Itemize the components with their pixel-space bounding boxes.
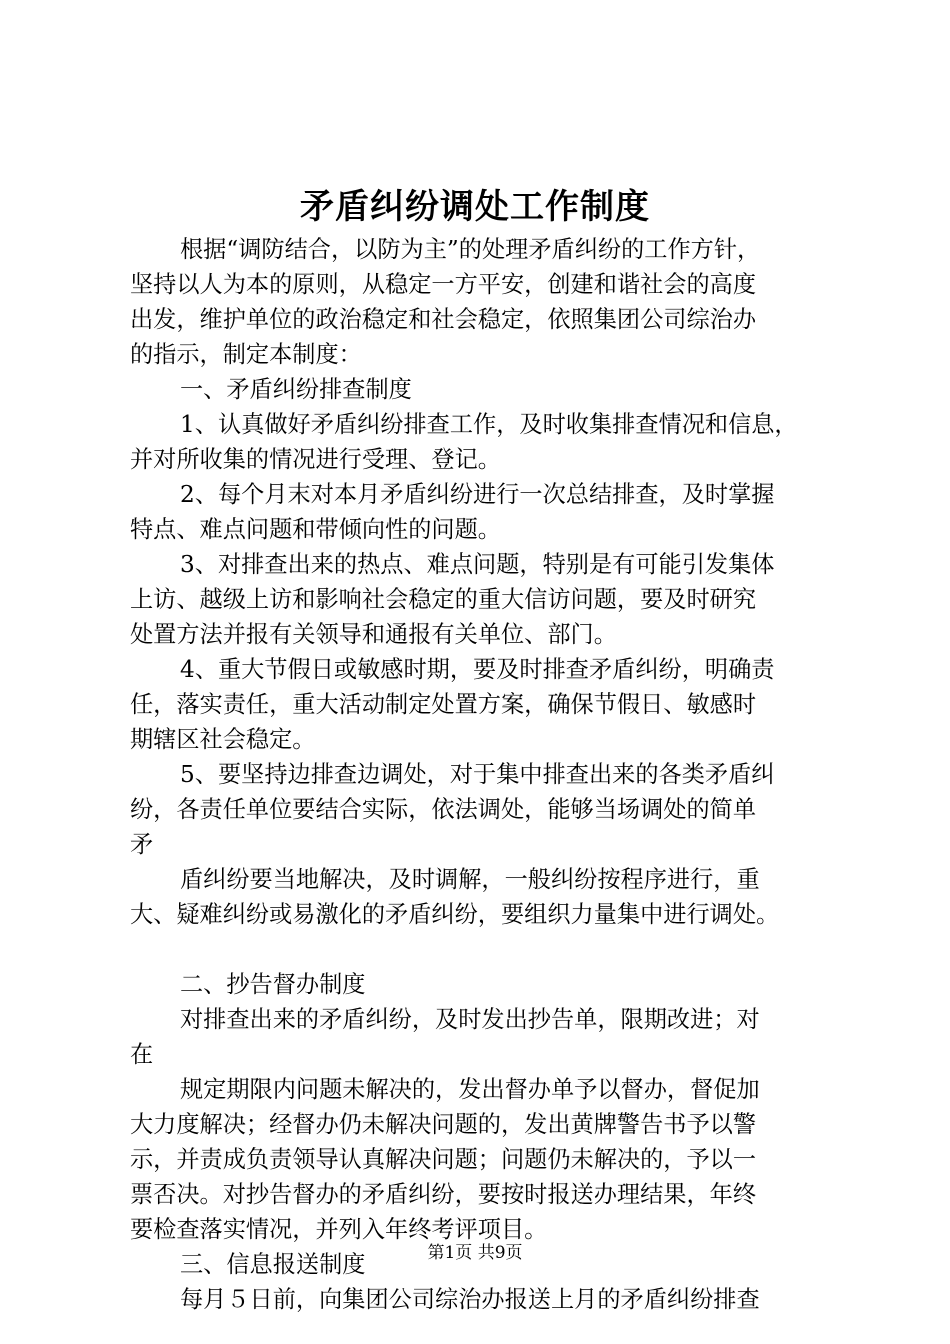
paragraph-line: 期辖区社会稳定。 — [130, 726, 316, 753]
section-heading: 一、矛盾纠纷排查制度 — [180, 376, 412, 403]
paragraph-line: 在 — [130, 1041, 154, 1068]
paragraph-line: 对排查出来的矛盾纠纷，及时发出抄告单，限期改进；对 — [180, 1006, 760, 1033]
paragraph-line: 并对所收集的情况进行受理、登记。 — [130, 446, 501, 473]
document-title: 矛盾纠纷调处工作制度 — [300, 187, 650, 227]
paragraph-line: 大、疑难纠纷或易激化的矛盾纠纷，要组织力量集中进行调处。 — [130, 901, 780, 928]
paragraph-line: 盾纠纷要当地解决，及时调解，一般纠纷按程序进行，重 — [180, 866, 760, 893]
document-body — [130, 232, 840, 1317]
page-number: 第1页 共9页 — [427, 1243, 523, 1263]
paragraph-line: 矛 — [130, 831, 154, 858]
paragraph-line: 每月５日前，向集团公司综治办报送上月的矛盾纠纷排查 — [180, 1286, 760, 1313]
section-heading: 二、抄告督办制度 — [180, 971, 366, 998]
paragraph-line: 票否决。对抄告督办的矛盾纠纷，要按时报送办理结果，年终 — [130, 1181, 757, 1208]
paragraph-line: 的指示，制定本制度： — [130, 341, 362, 368]
paragraph-line: 4、重大节假日或敏感时期，要及时排查矛盾纠纷，明确责 — [180, 656, 775, 683]
blank-line — [130, 932, 840, 967]
paragraph-line: 5、要坚持边排查边调处，对于集中排查出来的各类矛盾纠 — [180, 761, 775, 788]
paragraph-line: 要检查落实情况，并列入年终考评项目。 — [130, 1216, 548, 1243]
section-heading: 三、信息报送制度 — [180, 1251, 366, 1278]
paragraph-line: 坚持以人为本的原则，从稳定一方平安，创建和谐社会的高度 — [130, 271, 757, 298]
paragraph-line: 规定期限内问题未解决的，发出督办单予以督办，督促加 — [180, 1076, 760, 1103]
paragraph-line: 根据“调防结合，以防为主”的处理矛盾纠纷的工作方针， — [180, 236, 761, 263]
paragraph-line: 特点、难点问题和带倾向性的问题。 — [130, 516, 501, 543]
paragraph-line: 3、对排查出来的热点、难点问题，特别是有可能引发集体 — [180, 551, 775, 578]
paragraph-line: 任，落实责任，重大活动制定处置方案，确保节假日、敏感时 — [130, 691, 757, 718]
paragraph-line: 出发，维护单位的政治稳定和社会稳定，依照集团公司综治办 — [130, 306, 757, 333]
paragraph-line: 纷，各责任单位要结合实际，依法调处，能够当场调处的简单 — [130, 796, 757, 823]
paragraph-line: 处置方法并报有关领导和通报有关单位、部门。 — [130, 621, 617, 648]
paragraph-line: 大力度解决；经督办仍未解决问题的，发出黄牌警告书予以警 — [130, 1111, 757, 1138]
paragraph-line: 上访、越级上访和影响社会稳定的重大信访问题，要及时研究 — [130, 586, 757, 613]
paragraph-line: 2、每个月末对本月矛盾纠纷进行一次总结排查，及时掌握 — [180, 481, 775, 508]
paragraph-line: 1、认真做好矛盾纠纷排查工作，及时收集排查情况和信息， — [180, 411, 798, 438]
paragraph-line: 示，并责成负责领导认真解决问题；问题仍未解决的，予以一 — [130, 1146, 757, 1173]
